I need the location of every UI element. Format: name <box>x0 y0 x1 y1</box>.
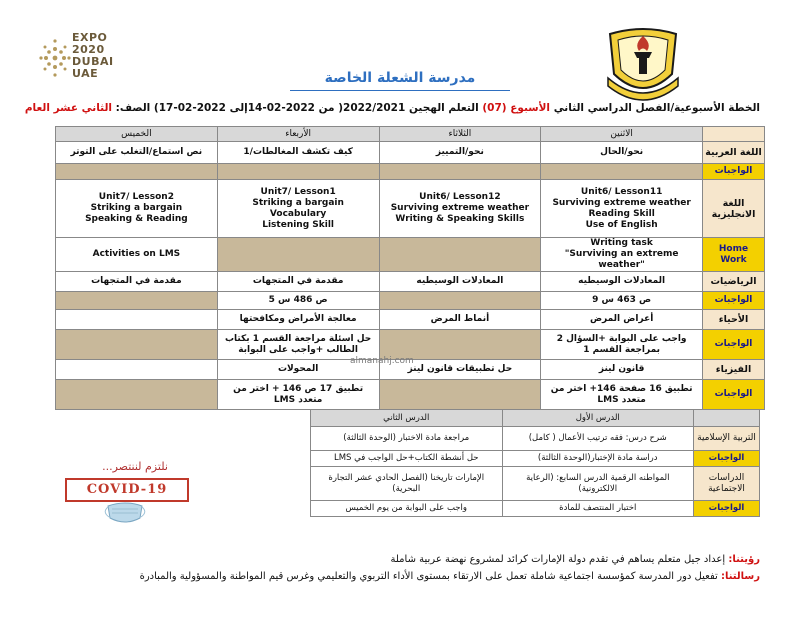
schedule-cell: Unit6/ Lesson11 Surviving extreme weather Reading Skill Use of English <box>541 180 703 238</box>
schedule-cell: Activities on LMS <box>56 238 218 272</box>
face-mask-icon <box>102 500 148 526</box>
expo-line: UAE <box>72 67 99 80</box>
vision-statement <box>40 554 760 565</box>
schedule-cell: قانون لينز <box>541 360 703 380</box>
schedule-cell: المعادلات الوسيطيه <box>541 272 703 292</box>
schedule-cell: معالجة الأمراض ومكافحتها <box>217 310 379 330</box>
lesson-header: الدرس الثاني <box>311 410 503 427</box>
plan-grade: الثاني عشر العام <box>24 102 113 114</box>
subject-row <box>56 142 765 164</box>
homework-row <box>311 501 760 517</box>
schedule-cell <box>56 292 218 310</box>
schedule-cell: Unit7/ Lesson2 Striking a bargain Speaking & Reading <box>56 180 218 238</box>
vision-text: إعداد جيل متعلم يساهم في تقدم دولة الإمارات كرائد لمشروع نهضة عربية شاملة <box>390 554 729 565</box>
weekly-plan-header <box>24 102 760 114</box>
expo-line: EXPO <box>72 31 108 44</box>
subject-label: اللغة الانجليزية <box>703 180 765 238</box>
schedule-cell <box>56 310 218 330</box>
extra-subjects-body <box>311 410 760 517</box>
subject-row <box>56 310 765 330</box>
lesson-header: الدرس الأول <box>502 410 694 427</box>
schedule-cell: Unit6/ Lesson12 Surviving extreme weather Writing & Speaking Skills <box>379 180 541 238</box>
homework-row <box>56 380 765 410</box>
schedule-cell: تطبيق 17 ص 146 + اختر من متعدد LMS <box>217 380 379 410</box>
schedule-cell <box>379 380 541 410</box>
lesson-cell: مراجعة مادة الاختبار (الوحدة الثالثة) <box>311 427 503 451</box>
title-underline <box>290 90 510 91</box>
schedule-cell <box>379 238 541 272</box>
homework-label: الواجبات <box>703 380 765 410</box>
vision-label: رؤيتنا: <box>728 554 760 565</box>
schedule-cell: حل تطبيقات قانون لينز <box>379 360 541 380</box>
schedule-cell: أعراض المرض <box>541 310 703 330</box>
school-emblem <box>600 22 686 106</box>
day-header: الأربعاء <box>217 127 379 142</box>
schedule-cell: تطبيق 16 صفحة 146+ اختر من متعدد LMS <box>541 380 703 410</box>
commitment-slogan: نلتزم لننتصر... <box>102 460 168 473</box>
schedule-cell: المحولات <box>217 360 379 380</box>
corner-cell <box>694 410 760 427</box>
lesson-cell: واجب على البوابة من يوم الخميس <box>311 501 503 517</box>
schedule-cell: Unit7/ Lesson1 Striking a bargain Vocabulary Listening Skill <box>217 180 379 238</box>
subject-row <box>56 272 765 292</box>
homework-row <box>56 238 765 272</box>
subject-label: الأحياء <box>703 310 765 330</box>
homework-label: الواجبات <box>703 164 765 180</box>
expo-line: DUBAI <box>72 55 114 68</box>
lesson-cell: الإمارات تاريخنا (الفصل الحادي عشر التجارة البحرية) <box>311 467 503 501</box>
schedule-cell: واجب على البوابة +السؤال 2 بمراجعة القسم 1 <box>541 330 703 360</box>
school-title: مدرسة الشعلة الخاصة <box>324 70 476 86</box>
lesson-cell: شرح درس: فقه ترتيب الأعمال ( كامل) <box>502 427 694 451</box>
expo-ring-icon <box>38 34 72 82</box>
mission-text: تفعيل دور المدرسة كمؤسسة اجتماعية شاملة تعمل على الارتقاء بمستوى الأداء التربوي والتعليمي وغرس قيم المواطنة والمسؤولية والمبادرة <box>139 571 721 582</box>
schedule-cell: نحو/الحال <box>541 142 703 164</box>
plan-week: الأسبوع (07) <box>482 102 551 114</box>
subject-label: التربية الإسلامية <box>694 427 760 451</box>
schedule-cell <box>56 164 218 180</box>
lessons-header-row <box>311 410 760 427</box>
homework-label: Home Work <box>703 238 765 272</box>
schedule-cell: أنماط المرض <box>379 310 541 330</box>
schedule-cell <box>379 292 541 310</box>
schedule-cell: ص 463 س 9 <box>541 292 703 310</box>
homework-label: الواجبات <box>694 451 760 467</box>
schedule-cell: مقدمة في المتجهات <box>56 272 218 292</box>
schedule-cell <box>379 330 541 360</box>
schedule-body <box>56 127 765 410</box>
mission-statement <box>40 571 760 582</box>
plan-prefix: الخطة الأسبوعية/الفصل الدراسي الثاني <box>553 102 760 114</box>
schedule-cell: ص 486 س 5 <box>217 292 379 310</box>
schedule-cell: نحو/التمييز <box>379 142 541 164</box>
schedule-cell: حل اسئلة مراجعة القسم 1 بكتاب الطالب +واجب على البوابة <box>217 330 379 360</box>
homework-row <box>311 451 760 467</box>
mission-label: رسالتنا: <box>720 571 760 582</box>
schedule-cell <box>217 164 379 180</box>
subject-label: الرياضيات <box>703 272 765 292</box>
homework-row <box>56 292 765 310</box>
schedule-cell <box>56 360 218 380</box>
schedule-cell: كيف تكشف المغالطات/1 <box>217 142 379 164</box>
subject-label: اللغة العربية <box>703 142 765 164</box>
schedule-cell <box>379 164 541 180</box>
schedule-cell: مقدمة في المتجهات <box>217 272 379 292</box>
homework-label: الواجبات <box>703 292 765 310</box>
days-header-row <box>56 127 765 142</box>
plan-middle: التعلم الهجين 2022/2021( من 2022-02-14إلى 2022-02-17) الصف: <box>115 102 479 114</box>
lesson-cell: اختبار المنتصف للمادة <box>502 501 694 517</box>
homework-row <box>56 164 765 180</box>
site-watermark: almanahj.com <box>350 356 414 366</box>
subject-label: الدراسات الاجتماعية <box>694 467 760 501</box>
corner-cell <box>703 127 765 142</box>
schedule-cell <box>541 164 703 180</box>
homework-row <box>56 330 765 360</box>
schedule-cell <box>56 330 218 360</box>
covid-badge: COVID-19 <box>65 478 189 502</box>
weekly-schedule-table <box>55 126 765 410</box>
homework-label: الواجبات <box>694 501 760 517</box>
torch-emblem-icon <box>600 22 686 106</box>
lesson-cell: المواطنه الرقمية الدرس السابع: (الرعاية الالكترونية) <box>502 467 694 501</box>
subject-row <box>56 180 765 238</box>
schedule-cell: نص استماع/التغلب على التوتر <box>56 142 218 164</box>
day-header: الاثنين <box>541 127 703 142</box>
homework-label: الواجبات <box>703 330 765 360</box>
lesson-cell: دراسة مادة الإختبار(الوحدة الثالثة) <box>502 451 694 467</box>
day-header: الثلاثاء <box>379 127 541 142</box>
schedule-cell: المعادلات الوسيطيه <box>379 272 541 292</box>
expo-2020-logo <box>38 30 116 90</box>
extra-subjects-table <box>310 409 760 517</box>
subject-row <box>311 427 760 451</box>
schedule-cell <box>217 238 379 272</box>
day-header: الخميس <box>56 127 218 142</box>
lesson-cell: حل أنشطة الكتاب+حل الواجب في LMS <box>311 451 503 467</box>
schedule-cell: Writing task "Surviving an extreme weather" <box>541 238 703 272</box>
subject-row <box>311 467 760 501</box>
expo-line: 2020 <box>72 43 105 56</box>
subject-label: الفيزياء <box>703 360 765 380</box>
schedule-cell <box>56 380 218 410</box>
